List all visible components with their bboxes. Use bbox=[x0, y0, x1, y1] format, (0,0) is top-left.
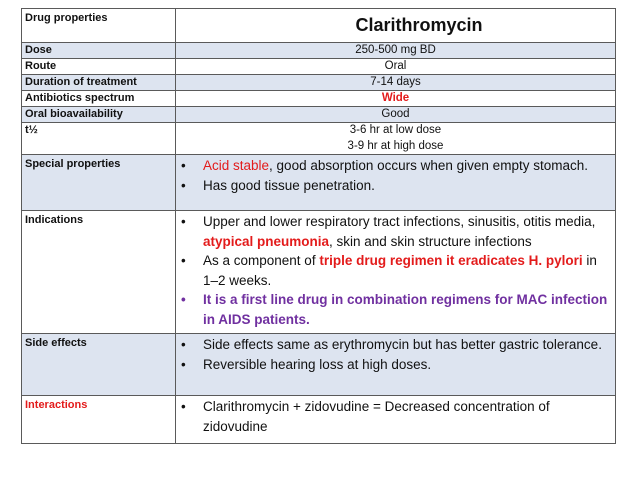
table-row bbox=[22, 91, 616, 107]
indications-label: Indications bbox=[22, 211, 176, 334]
dose-value: 250-500 mg BD bbox=[176, 43, 616, 59]
half-life-value bbox=[176, 123, 616, 155]
bullet-icon: • bbox=[181, 292, 186, 307]
list-item: • Upper and lower respiratory tract infections, sinusitis, otitis media, atypical pneumonia, skin and skin structure infections bbox=[181, 214, 596, 249]
list-item: • Acid stable, good absorption occurs when given empty stomach. bbox=[179, 156, 612, 176]
route-label: Route bbox=[22, 59, 176, 75]
half-life-high-dose: 3-9 hr at high dose bbox=[347, 139, 444, 152]
interactions-label: Interactions bbox=[22, 396, 176, 444]
table-row bbox=[22, 211, 616, 334]
dose-label: Dose bbox=[22, 43, 176, 59]
table-row bbox=[22, 334, 616, 396]
duration-value: 7-14 days bbox=[176, 75, 616, 91]
table-row bbox=[22, 107, 616, 123]
interactions-list bbox=[176, 396, 616, 444]
list-item: • Side effects same as erythromycin but has better gastric tolerance. bbox=[179, 335, 612, 355]
list-item: • It is a first line drug in combination regimens for MAC infection in AIDS patients. bbox=[181, 292, 608, 327]
list-item: • Reversible hearing loss at high doses. bbox=[179, 355, 612, 375]
drug-title: Clarithromycin bbox=[176, 9, 616, 43]
table-row bbox=[22, 75, 616, 91]
drug-properties-table bbox=[21, 8, 616, 444]
bullet-icon: • bbox=[181, 253, 186, 268]
duration-label: Duration of treatment bbox=[22, 75, 176, 91]
side-effects-label: Side effects bbox=[22, 334, 176, 396]
table-row bbox=[22, 43, 616, 59]
bioavailability-label: Oral bioavailability bbox=[22, 107, 176, 123]
bullet-icon: • bbox=[181, 356, 186, 372]
table-row bbox=[22, 9, 616, 43]
half-life-label: t½ bbox=[22, 123, 176, 155]
bullet-icon: • bbox=[181, 177, 186, 193]
route-value: Oral bbox=[176, 59, 616, 75]
table-row bbox=[22, 155, 616, 211]
indications-list bbox=[176, 211, 616, 334]
bullet-icon: • bbox=[181, 158, 186, 173]
bullet-icon: • bbox=[181, 337, 186, 352]
list-item: • As a component of triple drug regimen it eradicates H. pylori in 1–2 weeks. bbox=[181, 253, 597, 288]
special-properties-list bbox=[176, 155, 616, 211]
spectrum-value: Wide bbox=[176, 91, 616, 107]
table-row bbox=[22, 59, 616, 75]
side-effects-list bbox=[176, 334, 616, 396]
bullet-icon: • bbox=[181, 399, 186, 414]
special-properties-label: Special properties bbox=[22, 155, 176, 211]
bioavailability-value: Good bbox=[176, 107, 616, 123]
half-life-low-dose: 3-6 hr at low dose bbox=[349, 124, 442, 136]
bullet-icon: • bbox=[181, 214, 186, 229]
table-row bbox=[22, 396, 616, 444]
header-label: Drug properties bbox=[22, 9, 176, 43]
list-item: • Clarithromycin + zidovudine = Decreased concentration of zidovudine bbox=[181, 399, 550, 434]
spectrum-label: Antibiotics spectrum bbox=[22, 91, 176, 107]
table-row bbox=[22, 123, 616, 155]
list-item: • Has good tissue penetration. bbox=[179, 176, 612, 196]
